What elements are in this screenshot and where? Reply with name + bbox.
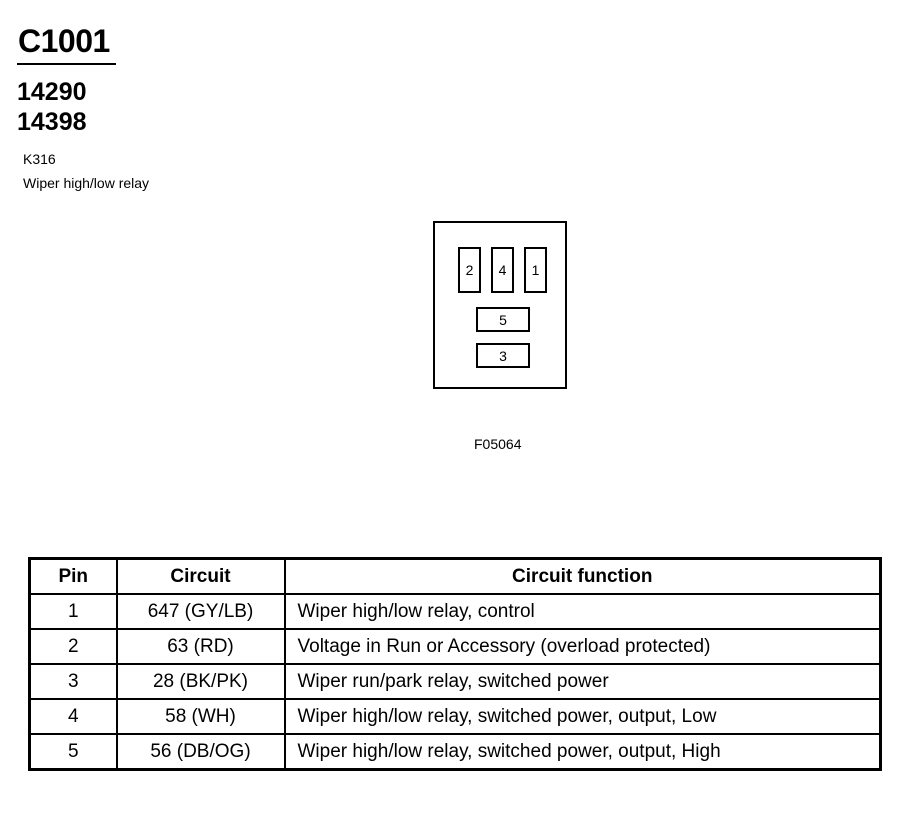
row-pin: 5 xyxy=(30,734,117,770)
row-function: Wiper high/low relay, control xyxy=(285,594,881,629)
table-row xyxy=(30,734,881,770)
connector-title: C1001 xyxy=(18,23,110,59)
table-header-row xyxy=(30,559,881,595)
connector-face-diagram xyxy=(433,221,567,389)
row-circuit: 63 (RD) xyxy=(117,629,285,664)
pin-1-terminal: 1 xyxy=(524,247,547,293)
row-circuit: 647 (GY/LB) xyxy=(117,594,285,629)
row-pin: 1 xyxy=(30,594,117,629)
row-function: Wiper high/low relay, switched power, output, Low xyxy=(285,699,881,734)
figure-code: F05064 xyxy=(474,436,522,452)
pin-circuit-table xyxy=(28,557,882,771)
title-underline xyxy=(17,63,116,65)
part-number-2: 14398 xyxy=(17,108,87,136)
table-row xyxy=(30,629,881,664)
table-row xyxy=(30,699,881,734)
part-number-1: 14290 xyxy=(17,78,87,106)
row-function: Wiper run/park relay, switched power xyxy=(285,664,881,699)
row-function: Voltage in Run or Accessory (overload protected) xyxy=(285,629,881,664)
pin-2-terminal: 2 xyxy=(458,247,481,293)
header-function: Circuit function xyxy=(285,559,881,595)
component-code: K316 xyxy=(23,151,56,167)
header-pin: Pin xyxy=(30,559,117,595)
table-row xyxy=(30,594,881,629)
row-circuit: 28 (BK/PK) xyxy=(117,664,285,699)
row-pin: 4 xyxy=(30,699,117,734)
pin-4-terminal: 4 xyxy=(491,247,514,293)
row-circuit: 58 (WH) xyxy=(117,699,285,734)
component-name: Wiper high/low relay xyxy=(23,175,150,191)
row-function: Wiper high/low relay, switched power, output, High xyxy=(285,734,881,770)
pin-5-terminal: 5 xyxy=(476,307,530,332)
pin-3-terminal: 3 xyxy=(476,343,530,368)
header-circuit: Circuit xyxy=(117,559,285,595)
row-circuit: 56 (DB/OG) xyxy=(117,734,285,770)
table-row xyxy=(30,664,881,699)
row-pin: 2 xyxy=(30,629,117,664)
row-pin: 3 xyxy=(30,664,117,699)
